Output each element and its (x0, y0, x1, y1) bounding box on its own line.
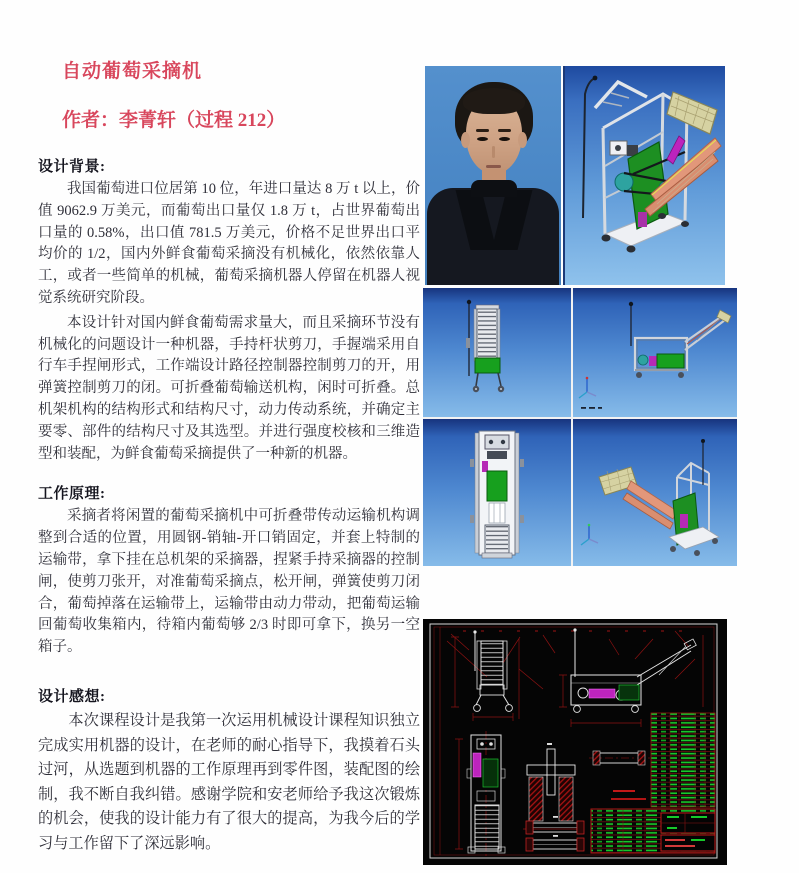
author-line: 作者：李菁轩（过程 212） (62, 110, 286, 131)
section-design-background (38, 155, 420, 465)
portrait-fringe (463, 88, 525, 114)
page-title: 自动葡萄采摘机 (62, 61, 203, 82)
principle-paragraph: 采摘者将闲置的葡萄采摘机中可折叠带传动运输机构调整到合适的位置，用圆钢-销轴-开口销固定，并套上特制的运输带，拿下挂在总机架的采摘器，捏紧手持采摘器的控制闸，使剪刀张开，对准葡萄采摘点，松开闸，弹簧使剪刀闭合，葡萄掉落在运输带上，运输带由动力带动，把葡萄运输回葡萄收集箱内，待箱内葡萄够 2/3 时即可拿下，换另一空箱子。 (38, 508, 420, 656)
section-heading-reflection: 设计感想: (38, 688, 106, 705)
cad-iso-render (563, 66, 725, 285)
section-heading-background: 设计背景: (38, 159, 106, 175)
axis-triad-icon (579, 377, 596, 398)
title-block (591, 809, 715, 853)
text-column (38, 50, 420, 857)
bom-table (651, 713, 715, 807)
background-paragraph-1: 我国葡萄进口位居第 10 位，年进口量达 8 万 t 以上，价值 9062.9 万美元，而葡萄出口量仅 1.8 万 t，占世界葡萄出口量的 0.58%，出口值 781.5 万美元，价格不足世界出口平均价的 1/2，国内外鲜食葡萄采摘没有机械化，依然依靠人工，或者一些简单的机械，葡萄采摘机器人停留在机器人视觉系统研究阶段。 (38, 181, 420, 306)
red-note-line (611, 798, 646, 800)
section-heading-principle: 工作原理: (38, 486, 106, 503)
axis-triad-icon (581, 524, 598, 545)
red-note-line (613, 790, 635, 792)
viewport-top-view (423, 419, 571, 566)
section-design-reflection (38, 685, 420, 857)
iso-machine-graphic (565, 66, 725, 285)
viewport-side-view (573, 288, 737, 417)
author-portrait-photo (425, 66, 561, 285)
section-working-principle (38, 482, 420, 659)
background-paragraph-2: 本设计针对国内鲜食葡萄需求量大，而且采摘环节没有机械化的问题设计一种机器，手持杆状剪刀，手握端采用自行车手捏闸形式，工作端设计路径控制器控制剪刀的开，用弹簧控制剪刀的闭。可折叠葡萄输送机构，闲时可折叠。总机架机构的结构形式和结构尺寸，动力传动系统，并确定主要零、部件的结构尺寸及其选型。并进行强度校核和三维造型和装配，为鲜食葡萄采摘提供了一种新的机器。 (38, 314, 420, 462)
cad-assembly-drawing (423, 619, 727, 865)
viewport-front-view (423, 288, 571, 417)
reflection-paragraph: 本次课程设计是我第一次运用机械设计课程知识独立完成实用机器的设计，在老师的耐心指导下，我摸着石头过河，从选题到机器的工作原理再到零件图，装配图的绘制，我不断自我纠错。感谢学院和安老师给予我这次锻炼的机会，使我的设计能力有了很大的提高，为我今后的学习与工作留下了深远影响。 (38, 711, 420, 852)
cad-four-view-render (423, 288, 737, 566)
viewport-isometric-view (573, 419, 737, 566)
viewport-label (581, 407, 602, 409)
